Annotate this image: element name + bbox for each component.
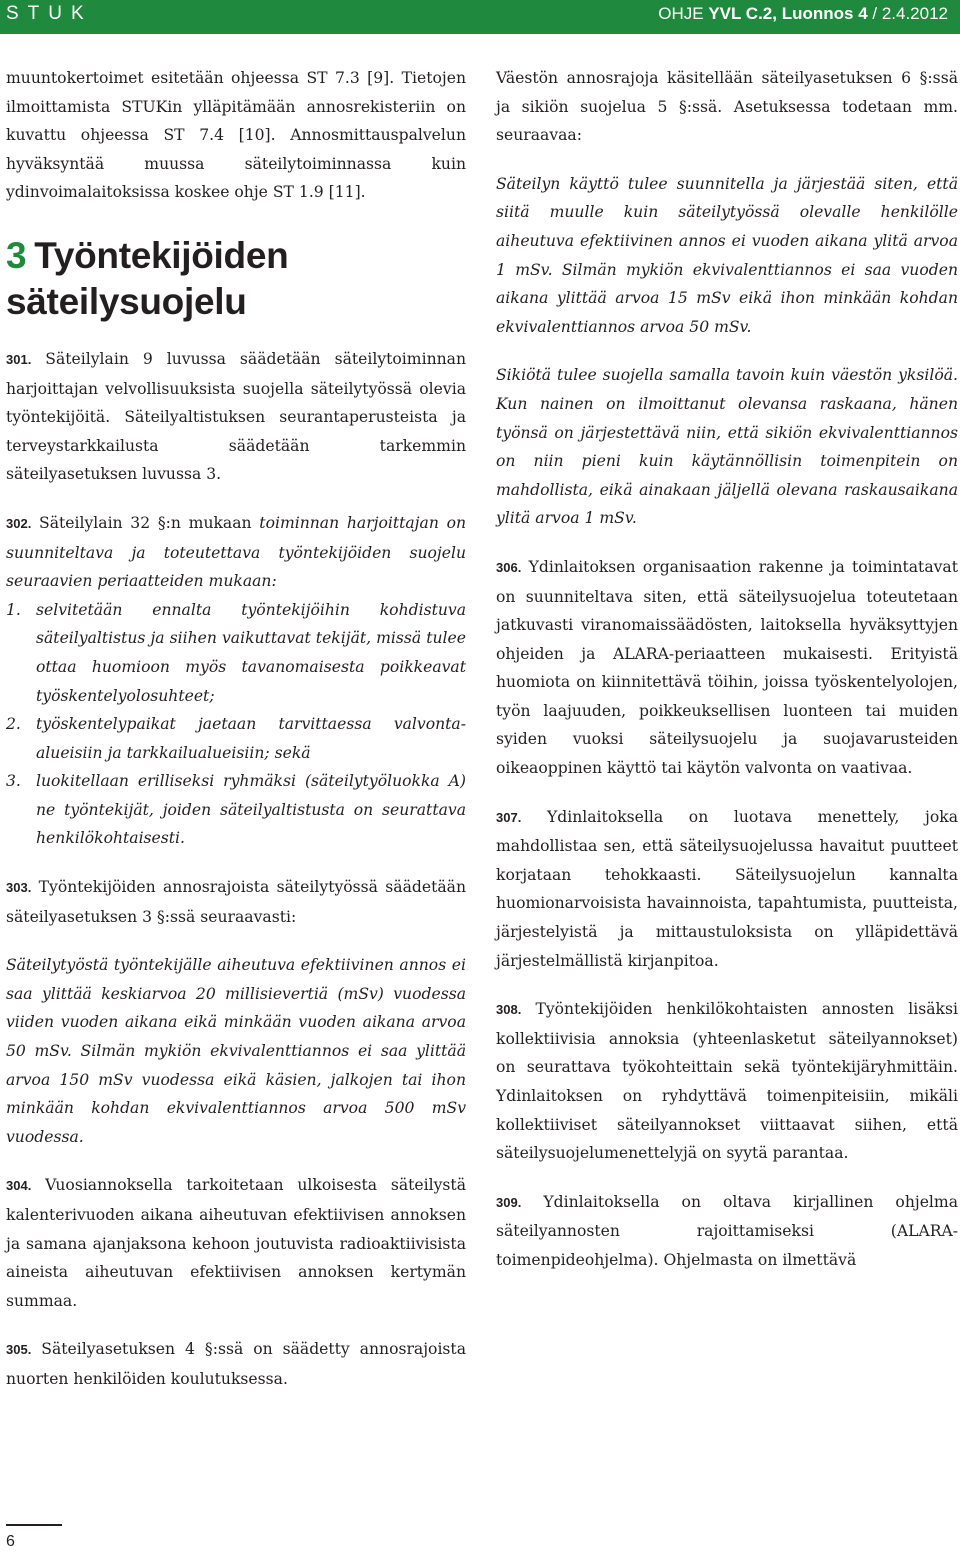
- section-title: Työntekijöiden säteilysuojelu: [6, 234, 289, 322]
- paragraph-308: 308. Työntekijöiden henkilökohtaisten annosten lisäksi kollektiivisia annoksia (yhteenlasketut säteilyannokset) on seurattava työkohteittain sekä työntekijäryhmittäin. Ydinlaitoksen on ryhdyttävä toimenpiteisiin, mikäli kollektiiviset säteilyannokset viittaavat siihen, että säteilysuojelumenettelyjä on syytä parantaa.: [496, 1000, 958, 1163]
- paragraph-305: 305. Säteilyasetuksen 4 §:ssä on säädetty annosrajoista nuorten henkilöiden koulutuksessa.: [6, 1340, 466, 1388]
- paragraph-303: 303. Työntekijöiden annosrajoista säteilytyössä säädetään säteilyasetuksen 3 §:ssä seuraavasti:: [6, 878, 466, 926]
- list-item: 2. työskentelypaikat jaetaan tarvittaessa valvonta-alueisiin ja tarkkailualueisiin; sekä: [6, 715, 466, 762]
- paragraph-number: 307.: [496, 809, 522, 825]
- page-number: 6: [6, 1533, 15, 1550]
- paragraph-number: 304.: [6, 1178, 32, 1194]
- paragraph-309: 309. Ydinlaitoksella on oltava kirjallinen ohjelma säteilyannosten rajoittamiseksi (ALARA-toimenpideohjelma). Ohjelmasta on ilmettävä: [496, 1192, 958, 1269]
- paragraph-number: 302.: [6, 515, 32, 531]
- section-number: 3: [6, 234, 27, 276]
- paragraph-number: 306.: [496, 559, 522, 575]
- quote-fetus-protection: Sikiötä tulee suojella samalla tavoin kuin väestön yksilöä. Kun nainen on ilmoittanut olevansa raskaana, hänen työnsä on järjestettävä niin, että sikiön ekvivalenttiannos on niin pieni kuin käytännöllisin toimenpitein on mahdollista, eikä ainakaan jäljellä olevana raskausaikana ylitä arvoa 1 mSv.: [496, 366, 958, 528]
- intro-paragraph: muuntokertoimet esitetään ohjeessa ST 7.3 [9]. Tietojen ilmoittamista STUKin ylläpitämään annosrekisteriin on kuvattu ohjeessa ST 7.4 [10]. Annosmittauspalvelun hyväksyntää muussa säteilytoiminnassa kuin ydinvoimalaitoksissa koskee ohje ST 1.9 [11].: [6, 69, 466, 202]
- quote-dose-limits: Säteilytyöstä työntekijälle aiheutuva efektiivinen annos ei saa ylittää keskiarvoa 20 millisievertiä (mSv) vuodessa viiden vuoden aikana eikä minkään vuoden aikana arvoa 50 mSv. Silmän mykiön ekvivalenttiannos ei saa ylittää arvoa 150 mSv vuodessa eikä käsien, jalkojen tai ihon minkään kohdan ekvivalenttiannos arvoa 500 mSv vuodessa.: [6, 956, 466, 1146]
- principles-list: [6, 596, 466, 853]
- quote-public-limits: Säteilyn käyttö tulee suunnitella ja järjestää siten, että siitä muulle kuin säteilytyössä olevalle henkilölle aiheutuva efektiivinen annos ei vuoden aikana ylitä arvoa 1 mSv. Silmän mykiön ekvivalenttiannos ei saa vuoden aikana ylittää arvoa 15 mSv eikä ihon minkään kohdan ekvivalenttiannos arvoa 50 mSv.: [496, 174, 958, 336]
- guide-identifier: OHJE YVL C.2, Luonnos 4 / 2.4.2012: [658, 4, 948, 23]
- list-item: 3. luokitellaan erilliseksi ryhmäksi (säteilytyöluokka A) ne työntekijät, joiden säteilyaltistusta on seurattava henkilökohtaisesti.: [6, 772, 466, 848]
- left-column: [6, 64, 466, 1394]
- paragraph-301: 301. Säteilylain 9 luvussa säädetään säteilytoiminnan harjoittajan velvollisuuksista suojella säteilytyössä olevia työntekijöitä. Säteilyaltistuksen seurantaperusteista ja terveystarkkailusta säädetään tarkemmin säteilyasetuksen luvussa 3.: [6, 349, 466, 484]
- paragraph-302: 302. Säteilylain 32 §:n mukaan toiminnan harjoittajan on suunniteltava ja toteutettava työntekijöiden suojelu seuraavien periaatteiden mukaan:: [6, 513, 466, 591]
- section-heading: [6, 233, 466, 325]
- footer-rule: [6, 1524, 62, 1526]
- paragraph-306: 306. Ydinlaitoksen organisaation rakenne ja toimintatavat on suunniteltava siten, että säteilysuojelua toteutetaan jatkuvasti viranomaissäädösten, laitoksella hyväksyttyjen ohjeiden ja ALARA-periaatteen mukaisesti. Erityistä huomiota on kiinnitettävä töihin, joissa työskentelyolojen, työn laajuuden, poikkeuksellisen luonteen tai muiden syiden vuoksi säteilysuojelu ja suojavarusteiden oikeaoppinen käyttö tai käytön valvonta on vaativaa.: [496, 557, 958, 778]
- list-item: 1. selvitetään ennalta työntekijöihin kohdistuva säteilyaltistus ja siihen vaikuttavat tekijät, missä tulee ottaa huomioon myös tavanomaisesta poikkeavat työskentelyolosuhteet;: [6, 600, 466, 705]
- publisher-logo-text: STUK: [6, 3, 93, 24]
- intro-paragraph-right: Väestön annosrajoja käsitellään säteilyasetuksen 6 §:ssä ja sikiön suojelua 5 §:ssä. Asetuksessa todetaan mm. seuraavaa:: [496, 69, 958, 145]
- paragraph-number: 303.: [6, 880, 32, 896]
- paragraph-307: 307. Ydinlaitoksella on luotava menettely, joka mahdollistaa sen, että säteilysuojelussa havaitut puutteet korjataan tehokkaasti. Säteilysuojelun kannalta huomionarvoisista havainnoista, tapahtumista, puutteista, järjestelyistä ja mittaustuloksista on ylläpidettävä järjestelmällistä kirjanpitoa.: [496, 807, 958, 970]
- paragraph-number: 308.: [496, 1002, 522, 1018]
- paragraph-number: 309.: [496, 1194, 522, 1210]
- paragraph-304: 304. Vuosiannoksella tarkoitetaan ulkoisesta säteilystä kalenterivuoden aikana aiheutuvan efektiivisen annoksen ja samana ajanjaksona kehoon joutuvista radioaktiivisista aineista aiheutuvan efektiivisen annoksen kertymän summaa.: [6, 1176, 466, 1310]
- paragraph-number: 305.: [6, 1342, 32, 1358]
- right-column: [496, 64, 958, 1275]
- paragraph-number: 301.: [6, 351, 32, 367]
- page-header: [0, 0, 960, 34]
